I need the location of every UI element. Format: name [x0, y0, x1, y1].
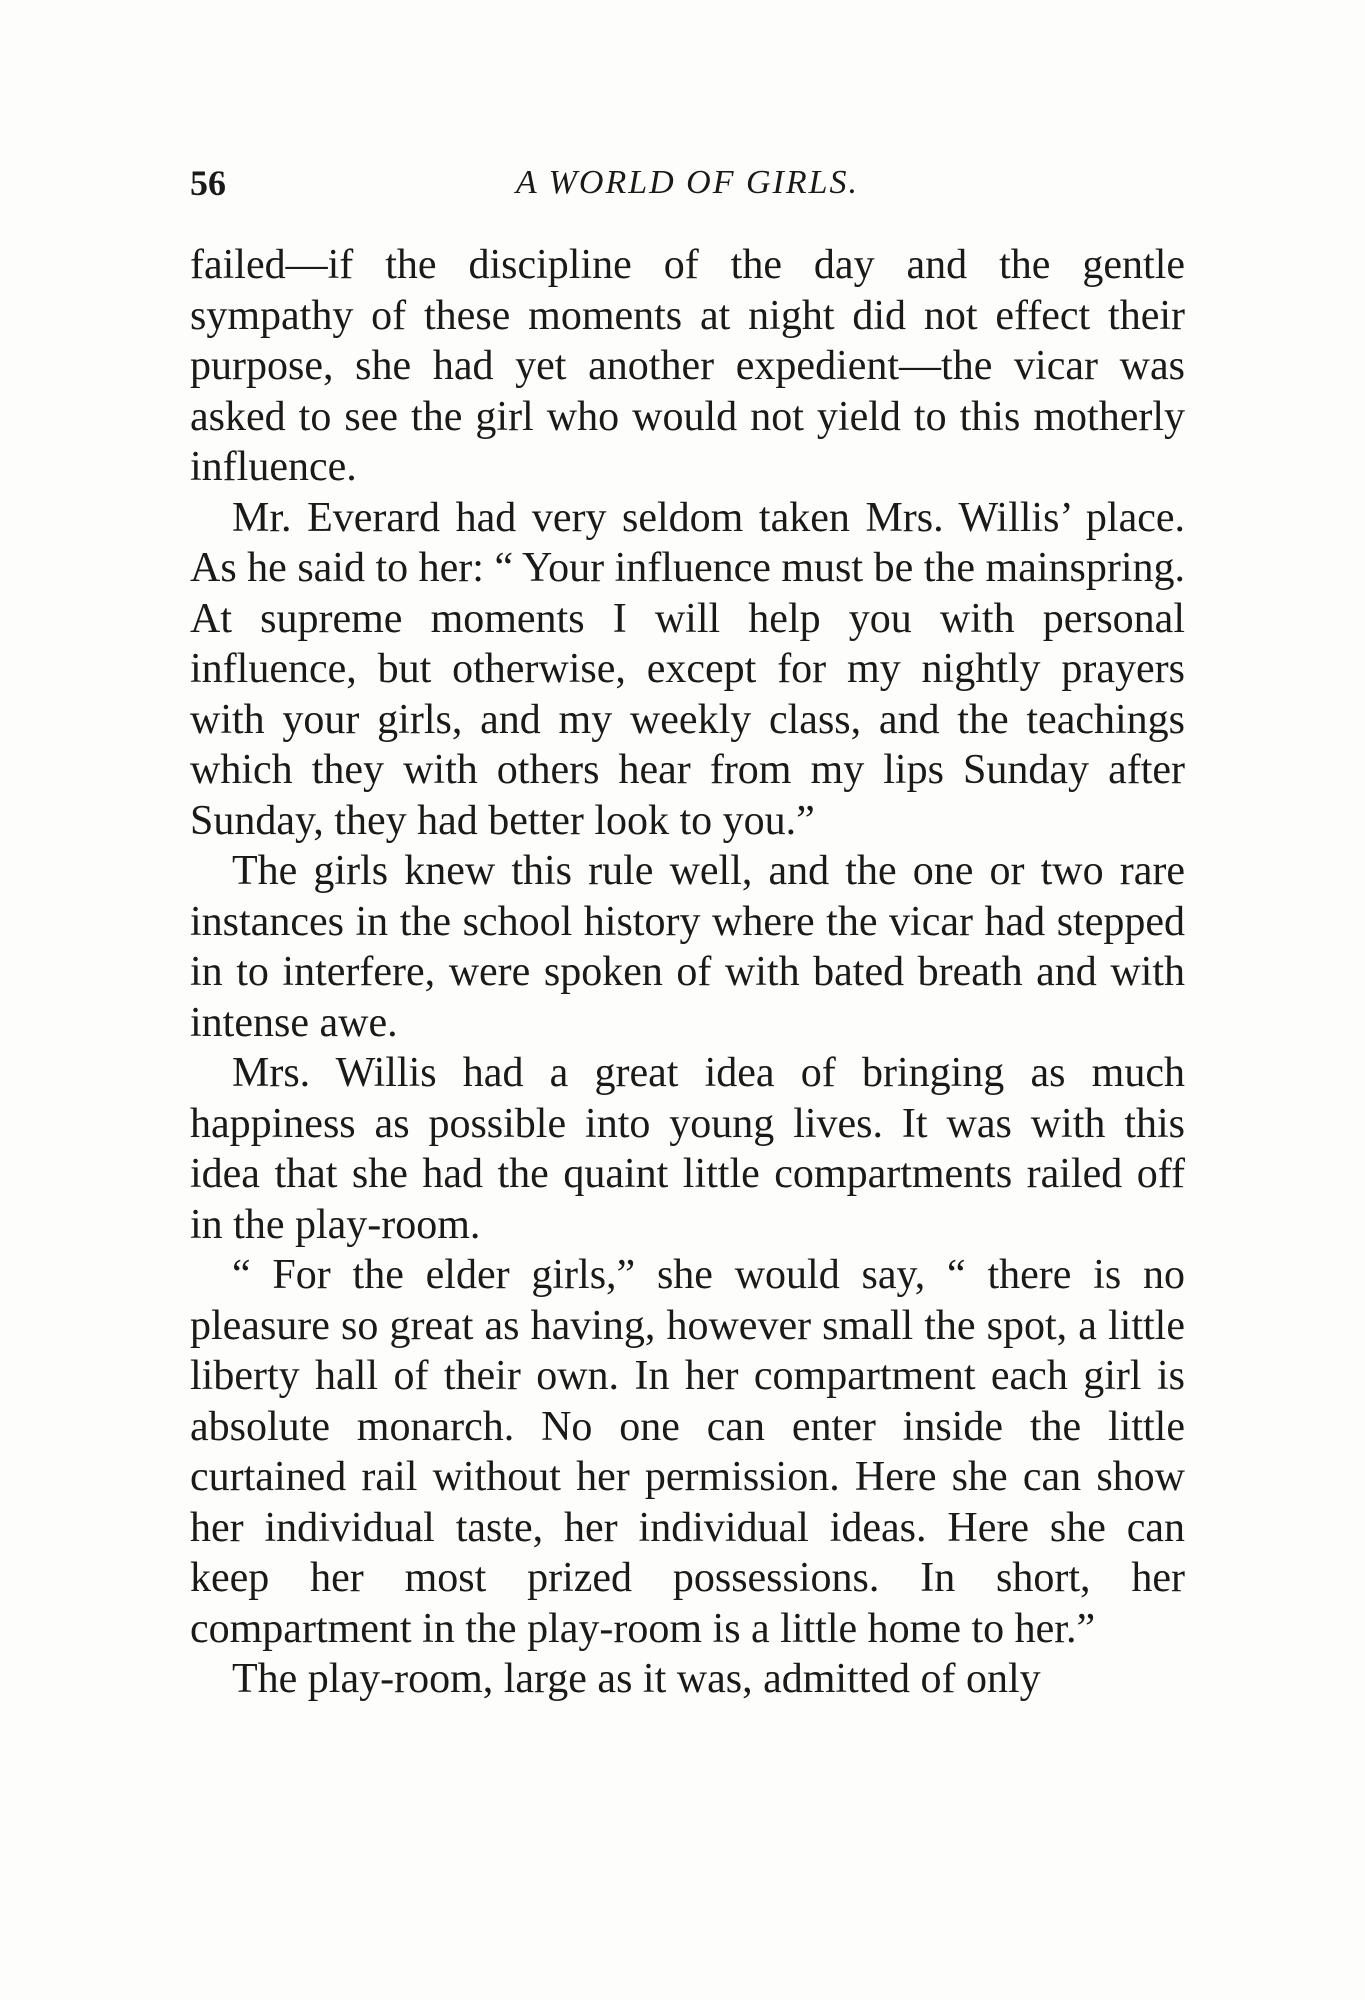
body-text — [190, 240, 1185, 1705]
paragraph-play-room: The play-room, large as it was, admitted of only — [232, 1656, 1041, 1702]
paragraph-elder-girls: “ For the elder girls,” she would say, “ there is no pleasure so great as having, however small the spot, a little liberty hall of their own. In her compartment each girl is absolute monarch. No one can enter inside the little curtained rail without her permission. Here she can show her individual taste, her individual ideas. Here she can keep her most prized possessions. In short, her compartment in the play-room is a little home to her.” — [190, 1252, 1185, 1652]
page-header — [190, 158, 1185, 208]
running-title: A WORLD OF GIRLS. — [515, 164, 860, 201]
paragraph-rule: The girls knew this rule well, and the one or two rare instances in the school history where the vicar had stepped in to interfere, were spoken of with bated breath and with intense awe. — [190, 848, 1185, 1046]
page-number: 56 — [190, 163, 226, 203]
paragraph-everard: Mr. Everard had very seldom taken Mrs. Willis’ place. As he said to her: “ Your influence must be the mainspring. At supreme moments I will help you with personal influence, but otherwise, except for my nightly prayers with your girls, and my weekly class, and the teachings which they with others hear from my lips Sunday after Sunday, they had better look to you.” — [190, 494, 1185, 844]
paragraph-continuation: failed—if the discipline of the day and the gentle sympathy of these moments at night did not effect their purpose, she had yet another expedient—the vicar was asked to see the girl who would not yield to this motherly influence. — [190, 242, 1185, 490]
paragraph-happiness: Mrs. Willis had a great idea of bringing as much happiness as possible into young lives. It was with this idea that she had the quaint little compartments railed off in the play-room. — [190, 1050, 1185, 1248]
